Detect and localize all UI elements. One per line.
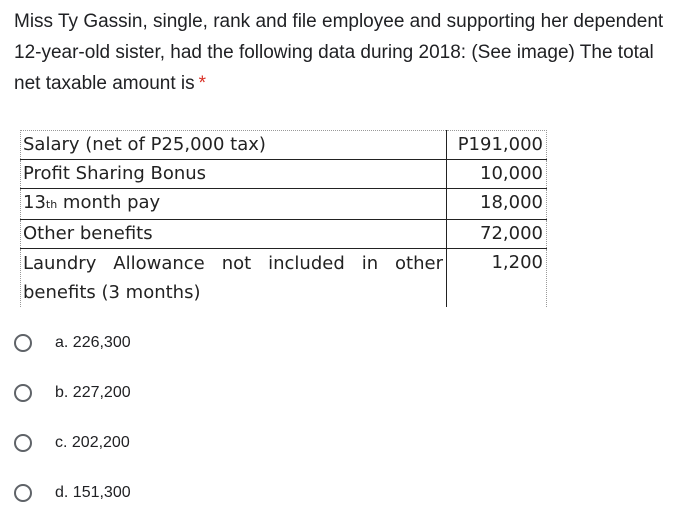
question-body: Miss Ty Gassin, single, rank and file employee and supporting her dependent 12-year-old sister, had the following data during 2018: (See image) The total net taxable amount is <box>14 11 664 94</box>
required-asterisk: * <box>198 73 207 94</box>
question-image <box>14 130 554 304</box>
row-amount: 1,200 <box>447 249 547 308</box>
row-label-number: 13 <box>23 192 46 213</box>
row-amount: P191,000 <box>447 131 547 160</box>
radio-button[interactable] <box>14 434 32 452</box>
row-label: Other benefits <box>21 220 447 249</box>
row-amount: 72,000 <box>447 220 547 249</box>
row-label-ordinal: th <box>45 198 58 211</box>
row-label: Laundry Allowance not included in other benefits (3 months) <box>21 249 447 308</box>
radio-button[interactable] <box>14 384 32 402</box>
radio-button[interactable] <box>14 484 32 502</box>
table-row <box>21 249 547 308</box>
row-label-rest: month pay <box>57 192 161 213</box>
row-amount: 10,000 <box>447 160 547 189</box>
question-text <box>14 6 664 99</box>
option-label[interactable]: b. 227,200 <box>55 384 131 401</box>
table-row <box>21 220 547 249</box>
option-c[interactable] <box>14 418 131 468</box>
option-label[interactable]: a. 226,300 <box>55 334 131 351</box>
option-b[interactable] <box>14 368 131 418</box>
option-d[interactable] <box>14 468 131 518</box>
option-label[interactable]: c. 202,200 <box>55 434 130 451</box>
income-table <box>20 130 547 307</box>
table-row <box>21 131 547 160</box>
row-amount: 18,000 <box>447 189 547 220</box>
row-label: Profit Sharing Bonus <box>21 160 447 189</box>
radio-button[interactable] <box>14 334 32 352</box>
option-label[interactable]: d. 151,300 <box>55 484 131 501</box>
table-row <box>21 189 547 220</box>
table-row <box>21 160 547 189</box>
row-label: Salary (net of P25,000 tax) <box>21 131 447 160</box>
answer-options <box>14 318 131 518</box>
row-label <box>21 189 447 220</box>
option-a[interactable] <box>14 318 131 368</box>
